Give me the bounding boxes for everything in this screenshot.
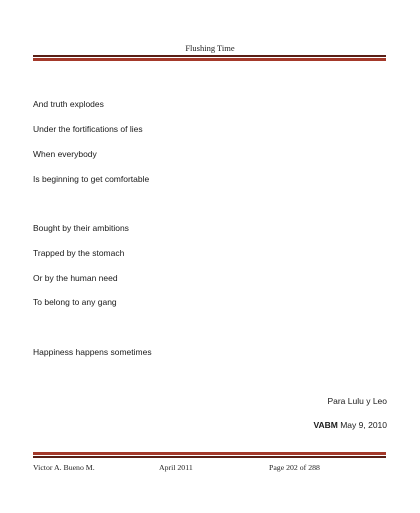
dedication: Para Lulu y Leo bbox=[327, 396, 387, 406]
signature-line bbox=[313, 420, 387, 430]
footer-rule-thin bbox=[33, 456, 386, 458]
poem-line: Under the fortifications of lies bbox=[33, 124, 143, 134]
poem-line: Happiness happens sometimes bbox=[33, 347, 152, 357]
header-rule-thin bbox=[33, 55, 386, 57]
header-rule-thick bbox=[33, 58, 386, 61]
footer-date: April 2011 bbox=[159, 463, 193, 472]
poem-line: Bought by their ambitions bbox=[33, 223, 129, 233]
footer-author: Victor A. Bueno M. bbox=[33, 463, 95, 472]
poem-line: Is beginning to get comfortable bbox=[33, 174, 150, 184]
footer-page-number: Page 202 of 288 bbox=[269, 463, 320, 472]
footer-rule-thick bbox=[33, 452, 386, 455]
poem-line: When everybody bbox=[33, 149, 97, 159]
page-header-title: Flushing Time bbox=[185, 43, 235, 53]
poem-line: To belong to any gang bbox=[33, 297, 117, 307]
poem-line: Trapped by the stomach bbox=[33, 248, 125, 258]
poem-line: And truth explodes bbox=[33, 99, 104, 109]
signature-date: May 9, 2010 bbox=[340, 420, 387, 430]
poem-line: Or by the human need bbox=[33, 273, 118, 283]
signature-initials: VABM bbox=[313, 420, 338, 430]
